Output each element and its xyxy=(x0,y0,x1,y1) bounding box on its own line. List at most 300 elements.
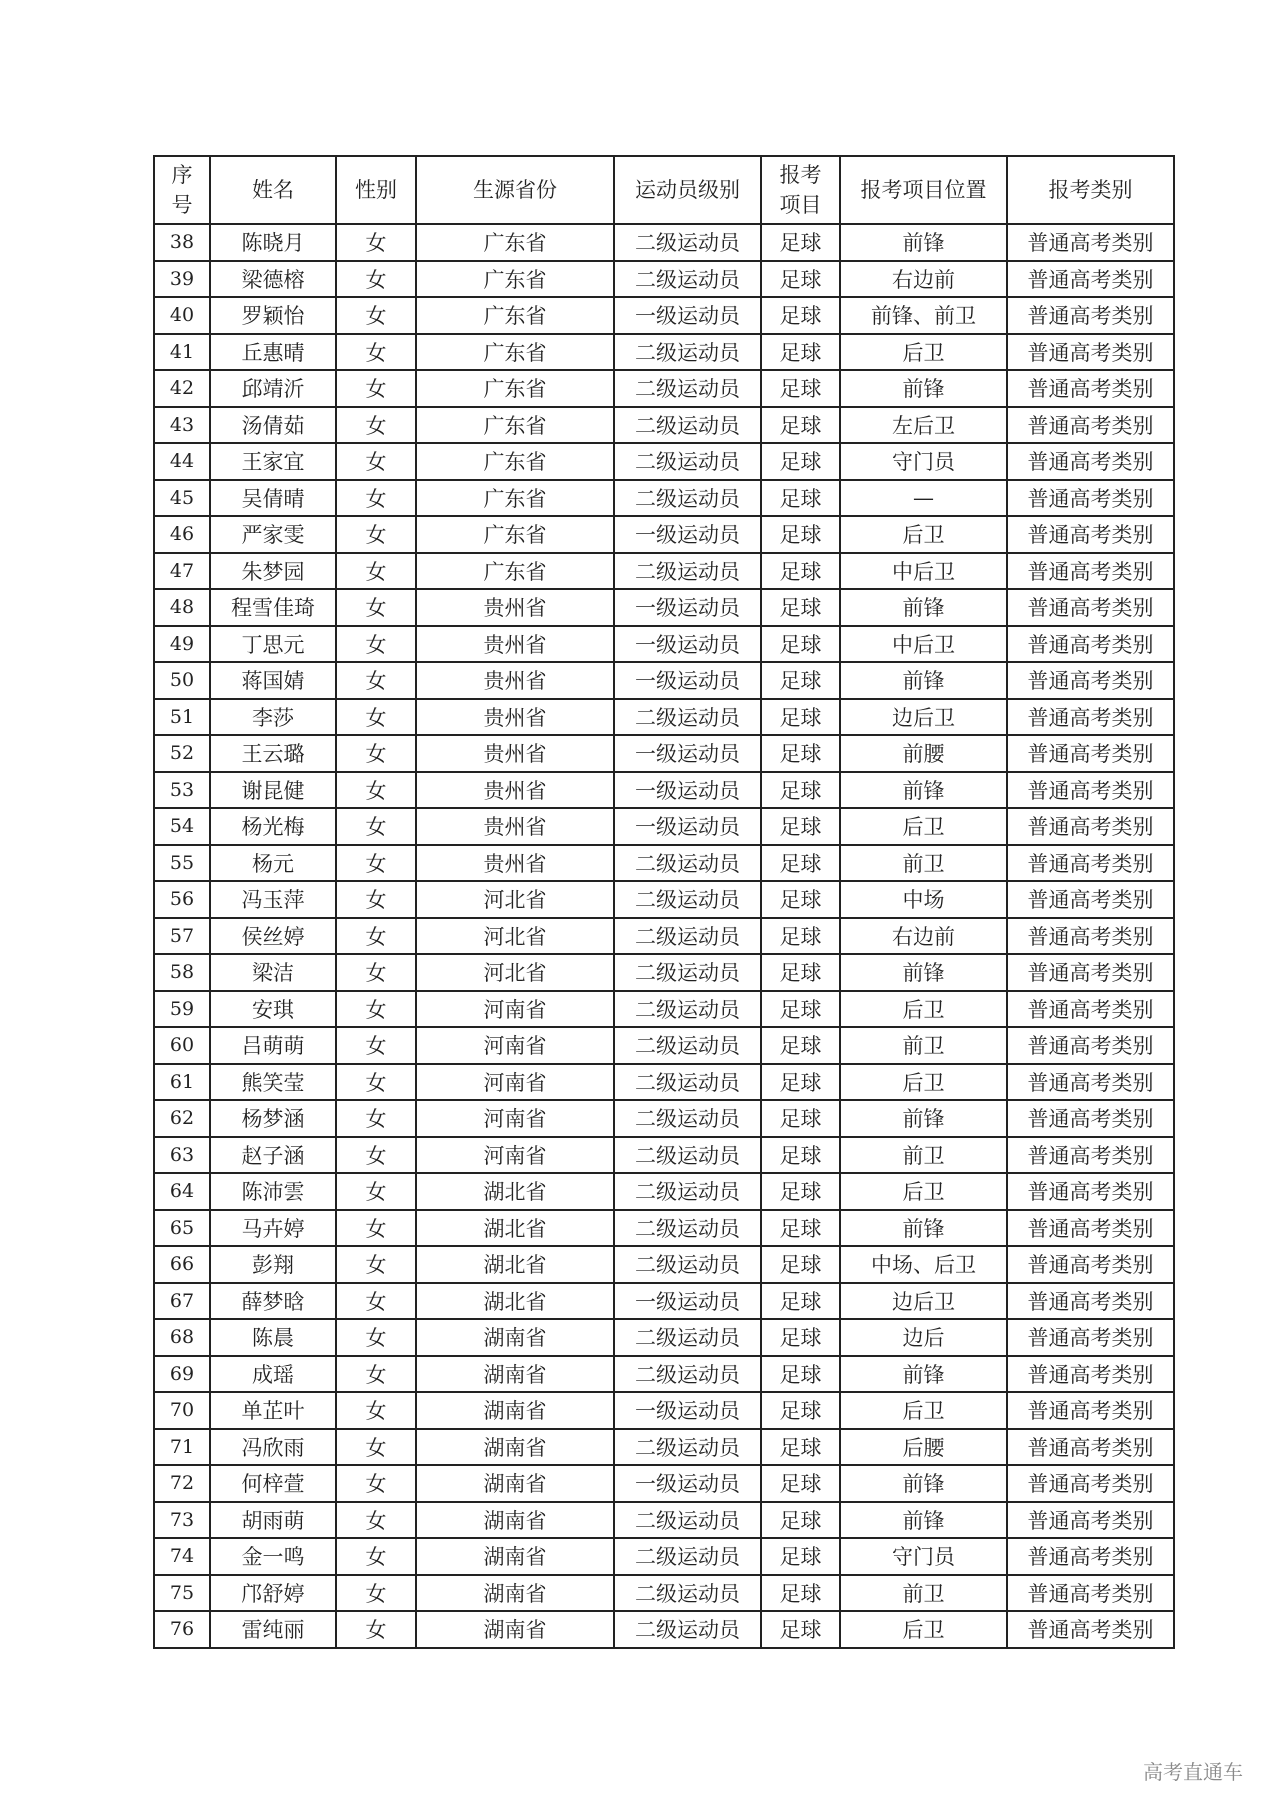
table-row xyxy=(154,1137,1174,1174)
cell-sport: 足球 xyxy=(761,370,840,407)
cell-name: 冯玉萍 xyxy=(210,881,336,918)
cell-seq: 70 xyxy=(154,1392,210,1429)
cell-exam-category: 普通高考类别 xyxy=(1007,1611,1174,1648)
cell-province: 河南省 xyxy=(416,1027,614,1064)
cell-sport: 足球 xyxy=(761,772,840,809)
cell-gender: 女 xyxy=(336,1064,416,1101)
cell-position: 后卫 xyxy=(840,516,1007,553)
cell-seq: 71 xyxy=(154,1429,210,1466)
cell-athlete-level: 二级运动员 xyxy=(614,845,761,882)
cell-gender: 女 xyxy=(336,991,416,1028)
cell-sport: 足球 xyxy=(761,1465,840,1502)
cell-seq: 68 xyxy=(154,1319,210,1356)
table-row xyxy=(154,1429,1174,1466)
cell-position: 中后卫 xyxy=(840,626,1007,663)
table-row xyxy=(154,297,1174,334)
cell-position: 边后卫 xyxy=(840,1283,1007,1320)
cell-gender: 女 xyxy=(336,626,416,663)
cell-seq: 40 xyxy=(154,297,210,334)
cell-name: 马卉婷 xyxy=(210,1210,336,1247)
cell-sport: 足球 xyxy=(761,1027,840,1064)
cell-province: 湖北省 xyxy=(416,1210,614,1247)
cell-province: 广东省 xyxy=(416,443,614,480)
cell-sport: 足球 xyxy=(761,735,840,772)
cell-athlete-level: 二级运动员 xyxy=(614,407,761,444)
cell-sport: 足球 xyxy=(761,1283,840,1320)
cell-athlete-level: 一级运动员 xyxy=(614,589,761,626)
cell-name: 谢昆健 xyxy=(210,772,336,809)
cell-seq: 74 xyxy=(154,1538,210,1575)
cell-name: 冯欣雨 xyxy=(210,1429,336,1466)
cell-position: 前锋 xyxy=(840,1465,1007,1502)
cell-sport: 足球 xyxy=(761,1502,840,1539)
table-row xyxy=(154,1356,1174,1393)
cell-exam-category: 普通高考类别 xyxy=(1007,991,1174,1028)
cell-province: 广东省 xyxy=(416,334,614,371)
header-row xyxy=(154,156,1174,224)
table-row xyxy=(154,1502,1174,1539)
cell-position: 后卫 xyxy=(840,808,1007,845)
cell-athlete-level: 二级运动员 xyxy=(614,881,761,918)
cell-athlete-level: 二级运动员 xyxy=(614,918,761,955)
cell-position: 后卫 xyxy=(840,1064,1007,1101)
table-row xyxy=(154,1027,1174,1064)
cell-gender: 女 xyxy=(336,297,416,334)
cell-province: 河北省 xyxy=(416,918,614,955)
cell-exam-category: 普通高考类别 xyxy=(1007,1502,1174,1539)
cell-exam-category: 普通高考类别 xyxy=(1007,1319,1174,1356)
cell-seq: 41 xyxy=(154,334,210,371)
cell-athlete-level: 二级运动员 xyxy=(614,991,761,1028)
cell-athlete-level: 二级运动员 xyxy=(614,1137,761,1174)
table-row xyxy=(154,1465,1174,1502)
cell-position: 右边前 xyxy=(840,918,1007,955)
cell-position: 前锋 xyxy=(840,1356,1007,1393)
cell-seq: 76 xyxy=(154,1611,210,1648)
cell-seq: 50 xyxy=(154,662,210,699)
cell-gender: 女 xyxy=(336,553,416,590)
cell-name: 丁思元 xyxy=(210,626,336,663)
cell-name: 成瑶 xyxy=(210,1356,336,1393)
cell-athlete-level: 一级运动员 xyxy=(614,1465,761,1502)
cell-province: 贵州省 xyxy=(416,772,614,809)
cell-province: 湖南省 xyxy=(416,1319,614,1356)
cell-seq: 64 xyxy=(154,1173,210,1210)
cell-position: 中后卫 xyxy=(840,553,1007,590)
cell-province: 河北省 xyxy=(416,881,614,918)
cell-province: 广东省 xyxy=(416,370,614,407)
cell-sport: 足球 xyxy=(761,1246,840,1283)
table-row xyxy=(154,662,1174,699)
cell-gender: 女 xyxy=(336,1538,416,1575)
cell-exam-category: 普通高考类别 xyxy=(1007,699,1174,736)
cell-athlete-level: 二级运动员 xyxy=(614,443,761,480)
cell-position: 边后 xyxy=(840,1319,1007,1356)
cell-exam-category: 普通高考类别 xyxy=(1007,1538,1174,1575)
cell-exam-category: 普通高考类别 xyxy=(1007,334,1174,371)
cell-exam-category: 普通高考类别 xyxy=(1007,954,1174,991)
cell-athlete-level: 二级运动员 xyxy=(614,1246,761,1283)
cell-province: 广东省 xyxy=(416,516,614,553)
cell-province: 湖北省 xyxy=(416,1246,614,1283)
cell-exam-category: 普通高考类别 xyxy=(1007,297,1174,334)
cell-sport: 足球 xyxy=(761,553,840,590)
cell-province: 广东省 xyxy=(416,407,614,444)
cell-province: 湖南省 xyxy=(416,1538,614,1575)
cell-name: 梁德榕 xyxy=(210,261,336,298)
cell-gender: 女 xyxy=(336,735,416,772)
cell-gender: 女 xyxy=(336,589,416,626)
cell-seq: 38 xyxy=(154,224,210,261)
cell-province: 贵州省 xyxy=(416,626,614,663)
cell-gender: 女 xyxy=(336,699,416,736)
cell-province: 广东省 xyxy=(416,297,614,334)
cell-exam-category: 普通高考类别 xyxy=(1007,662,1174,699)
cell-position: 后卫 xyxy=(840,1173,1007,1210)
table-row xyxy=(154,881,1174,918)
cell-province: 贵州省 xyxy=(416,699,614,736)
cell-province: 贵州省 xyxy=(416,845,614,882)
cell-position: 前卫 xyxy=(840,1137,1007,1174)
table-row xyxy=(154,553,1174,590)
cell-exam-category: 普通高考类别 xyxy=(1007,516,1174,553)
table-row xyxy=(154,699,1174,736)
cell-seq: 59 xyxy=(154,991,210,1028)
cell-sport: 足球 xyxy=(761,443,840,480)
cell-seq: 54 xyxy=(154,808,210,845)
cell-sport: 足球 xyxy=(761,1538,840,1575)
cell-sport: 足球 xyxy=(761,699,840,736)
cell-name: 杨光梅 xyxy=(210,808,336,845)
cell-exam-category: 普通高考类别 xyxy=(1007,480,1174,517)
cell-name: 安琪 xyxy=(210,991,336,1028)
cell-seq: 69 xyxy=(154,1356,210,1393)
cell-exam-category: 普通高考类别 xyxy=(1007,1064,1174,1101)
cell-position: 前锋 xyxy=(840,370,1007,407)
cell-gender: 女 xyxy=(336,370,416,407)
cell-sport: 足球 xyxy=(761,1137,840,1174)
table-row xyxy=(154,334,1174,371)
cell-gender: 女 xyxy=(336,1502,416,1539)
cell-exam-category: 普通高考类别 xyxy=(1007,1283,1174,1320)
cell-sport: 足球 xyxy=(761,1429,840,1466)
cell-exam-category: 普通高考类别 xyxy=(1007,589,1174,626)
cell-athlete-level: 二级运动员 xyxy=(614,480,761,517)
cell-name: 罗颖怡 xyxy=(210,297,336,334)
cell-name: 程雪佳琦 xyxy=(210,589,336,626)
cell-gender: 女 xyxy=(336,845,416,882)
cell-seq: 51 xyxy=(154,699,210,736)
cell-exam-category: 普通高考类别 xyxy=(1007,1027,1174,1064)
header-athlete-level: 运动员级别 xyxy=(614,156,761,224)
cell-seq: 65 xyxy=(154,1210,210,1247)
table-row xyxy=(154,516,1174,553)
cell-athlete-level: 一级运动员 xyxy=(614,735,761,772)
header-name: 姓名 xyxy=(210,156,336,224)
cell-athlete-level: 二级运动员 xyxy=(614,1064,761,1101)
cell-sport: 足球 xyxy=(761,480,840,517)
cell-province: 湖南省 xyxy=(416,1429,614,1466)
cell-sport: 足球 xyxy=(761,918,840,955)
cell-name: 吕萌萌 xyxy=(210,1027,336,1064)
cell-name: 薛梦晗 xyxy=(210,1283,336,1320)
cell-gender: 女 xyxy=(336,1283,416,1320)
table-row xyxy=(154,808,1174,845)
table-row xyxy=(154,370,1174,407)
cell-province: 广东省 xyxy=(416,480,614,517)
cell-position: 后卫 xyxy=(840,991,1007,1028)
table-row xyxy=(154,1064,1174,1101)
header-position: 报考项目位置 xyxy=(840,156,1007,224)
cell-position: 前锋 xyxy=(840,1210,1007,1247)
cell-position: 前锋 xyxy=(840,589,1007,626)
cell-gender: 女 xyxy=(336,224,416,261)
table-row xyxy=(154,772,1174,809)
cell-exam-category: 普通高考类别 xyxy=(1007,443,1174,480)
cell-sport: 足球 xyxy=(761,1392,840,1429)
cell-gender: 女 xyxy=(336,772,416,809)
table-row xyxy=(154,589,1174,626)
cell-athlete-level: 二级运动员 xyxy=(614,261,761,298)
cell-athlete-level: 一级运动员 xyxy=(614,297,761,334)
cell-sport: 足球 xyxy=(761,407,840,444)
cell-gender: 女 xyxy=(336,954,416,991)
header-province: 生源省份 xyxy=(416,156,614,224)
cell-sport: 足球 xyxy=(761,808,840,845)
cell-province: 贵州省 xyxy=(416,662,614,699)
cell-province: 河南省 xyxy=(416,1064,614,1101)
table-row xyxy=(154,1575,1174,1612)
cell-gender: 女 xyxy=(336,881,416,918)
cell-gender: 女 xyxy=(336,1356,416,1393)
cell-position: 后卫 xyxy=(840,1611,1007,1648)
cell-sport: 足球 xyxy=(761,1575,840,1612)
cell-province: 贵州省 xyxy=(416,589,614,626)
cell-seq: 62 xyxy=(154,1100,210,1137)
cell-name: 邱靖沂 xyxy=(210,370,336,407)
table-row xyxy=(154,224,1174,261)
cell-seq: 75 xyxy=(154,1575,210,1612)
cell-name: 金一鸣 xyxy=(210,1538,336,1575)
cell-seq: 63 xyxy=(154,1137,210,1174)
cell-gender: 女 xyxy=(336,918,416,955)
cell-exam-category: 普通高考类别 xyxy=(1007,918,1174,955)
cell-seq: 72 xyxy=(154,1465,210,1502)
cell-exam-category: 普通高考类别 xyxy=(1007,261,1174,298)
cell-seq: 67 xyxy=(154,1283,210,1320)
cell-athlete-level: 二级运动员 xyxy=(614,1100,761,1137)
cell-province: 湖北省 xyxy=(416,1283,614,1320)
cell-athlete-level: 二级运动员 xyxy=(614,1319,761,1356)
cell-position: 前卫 xyxy=(840,1575,1007,1612)
header-gender: 性别 xyxy=(336,156,416,224)
cell-sport: 足球 xyxy=(761,1319,840,1356)
cell-province: 贵州省 xyxy=(416,808,614,845)
cell-exam-category: 普通高考类别 xyxy=(1007,1575,1174,1612)
cell-sport: 足球 xyxy=(761,1064,840,1101)
table-row xyxy=(154,954,1174,991)
cell-position: 守门员 xyxy=(840,1538,1007,1575)
cell-name: 何梓萱 xyxy=(210,1465,336,1502)
cell-name: 蒋国婧 xyxy=(210,662,336,699)
cell-name: 王家宜 xyxy=(210,443,336,480)
cell-exam-category: 普通高考类别 xyxy=(1007,845,1174,882)
cell-seq: 61 xyxy=(154,1064,210,1101)
cell-sport: 足球 xyxy=(761,881,840,918)
header-seq: 序 号 xyxy=(154,156,210,224)
cell-athlete-level: 二级运动员 xyxy=(614,224,761,261)
table-row xyxy=(154,443,1174,480)
cell-province: 湖南省 xyxy=(416,1502,614,1539)
cell-position: 前腰 xyxy=(840,735,1007,772)
cell-name: 陈晨 xyxy=(210,1319,336,1356)
table-row xyxy=(154,1283,1174,1320)
table-row xyxy=(154,1173,1174,1210)
cell-sport: 足球 xyxy=(761,626,840,663)
cell-sport: 足球 xyxy=(761,845,840,882)
cell-seq: 66 xyxy=(154,1246,210,1283)
cell-position: 中场、后卫 xyxy=(840,1246,1007,1283)
cell-province: 广东省 xyxy=(416,553,614,590)
cell-exam-category: 普通高考类别 xyxy=(1007,1246,1174,1283)
cell-gender: 女 xyxy=(336,1100,416,1137)
cell-sport: 足球 xyxy=(761,1173,840,1210)
cell-position: 后卫 xyxy=(840,334,1007,371)
cell-gender: 女 xyxy=(336,407,416,444)
cell-gender: 女 xyxy=(336,1246,416,1283)
cell-athlete-level: 二级运动员 xyxy=(614,334,761,371)
cell-athlete-level: 二级运动员 xyxy=(614,1210,761,1247)
cell-sport: 足球 xyxy=(761,1611,840,1648)
cell-sport: 足球 xyxy=(761,516,840,553)
cell-name: 杨元 xyxy=(210,845,336,882)
cell-position: 前锋 xyxy=(840,662,1007,699)
table-row xyxy=(154,480,1174,517)
cell-athlete-level: 二级运动员 xyxy=(614,1538,761,1575)
cell-position: 前锋 xyxy=(840,954,1007,991)
table-row xyxy=(154,918,1174,955)
cell-exam-category: 普通高考类别 xyxy=(1007,735,1174,772)
cell-gender: 女 xyxy=(336,808,416,845)
table-row xyxy=(154,1100,1174,1137)
cell-gender: 女 xyxy=(336,662,416,699)
header-sport: 报考 项目 xyxy=(761,156,840,224)
cell-gender: 女 xyxy=(336,1173,416,1210)
cell-seq: 52 xyxy=(154,735,210,772)
cell-position: 后卫 xyxy=(840,1392,1007,1429)
cell-position: 后腰 xyxy=(840,1429,1007,1466)
cell-sport: 足球 xyxy=(761,297,840,334)
cell-seq: 53 xyxy=(154,772,210,809)
header-exam-category: 报考类别 xyxy=(1007,156,1174,224)
cell-seq: 43 xyxy=(154,407,210,444)
cell-sport: 足球 xyxy=(761,662,840,699)
cell-sport: 足球 xyxy=(761,1356,840,1393)
cell-seq: 49 xyxy=(154,626,210,663)
cell-athlete-level: 一级运动员 xyxy=(614,1392,761,1429)
cell-seq: 48 xyxy=(154,589,210,626)
table-row xyxy=(154,1210,1174,1247)
cell-athlete-level: 二级运动员 xyxy=(614,1502,761,1539)
cell-province: 湖北省 xyxy=(416,1173,614,1210)
cell-province: 湖南省 xyxy=(416,1356,614,1393)
table-row xyxy=(154,735,1174,772)
cell-gender: 女 xyxy=(336,1210,416,1247)
cell-exam-category: 普通高考类别 xyxy=(1007,1356,1174,1393)
cell-sport: 足球 xyxy=(761,334,840,371)
cell-sport: 足球 xyxy=(761,261,840,298)
cell-exam-category: 普通高考类别 xyxy=(1007,881,1174,918)
cell-gender: 女 xyxy=(336,480,416,517)
cell-seq: 47 xyxy=(154,553,210,590)
cell-gender: 女 xyxy=(336,443,416,480)
cell-province: 河南省 xyxy=(416,1100,614,1137)
cell-athlete-level: 二级运动员 xyxy=(614,954,761,991)
cell-exam-category: 普通高考类别 xyxy=(1007,224,1174,261)
cell-exam-category: 普通高考类别 xyxy=(1007,1429,1174,1466)
cell-seq: 42 xyxy=(154,370,210,407)
cell-exam-category: 普通高考类别 xyxy=(1007,1137,1174,1174)
cell-exam-category: 普通高考类别 xyxy=(1007,772,1174,809)
cell-position: 边后卫 xyxy=(840,699,1007,736)
cell-athlete-level: 一级运动员 xyxy=(614,662,761,699)
cell-position: 前锋 xyxy=(840,1100,1007,1137)
cell-sport: 足球 xyxy=(761,954,840,991)
cell-sport: 足球 xyxy=(761,224,840,261)
cell-exam-category: 普通高考类别 xyxy=(1007,1100,1174,1137)
cell-position: 前锋 xyxy=(840,772,1007,809)
cell-athlete-level: 二级运动员 xyxy=(614,1173,761,1210)
cell-position: — xyxy=(840,480,1007,517)
cell-athlete-level: 二级运动员 xyxy=(614,1356,761,1393)
cell-seq: 39 xyxy=(154,261,210,298)
cell-gender: 女 xyxy=(336,1465,416,1502)
cell-province: 河南省 xyxy=(416,991,614,1028)
cell-gender: 女 xyxy=(336,1027,416,1064)
cell-name: 彭翔 xyxy=(210,1246,336,1283)
cell-position: 左后卫 xyxy=(840,407,1007,444)
cell-seq: 55 xyxy=(154,845,210,882)
cell-position: 前锋 xyxy=(840,224,1007,261)
cell-exam-category: 普通高考类别 xyxy=(1007,407,1174,444)
watermark: 高考直通车 xyxy=(1143,1760,1243,1784)
cell-name: 陈沛雲 xyxy=(210,1173,336,1210)
cell-seq: 56 xyxy=(154,881,210,918)
cell-province: 河南省 xyxy=(416,1137,614,1174)
cell-seq: 46 xyxy=(154,516,210,553)
cell-sport: 足球 xyxy=(761,1100,840,1137)
cell-name: 邝舒婷 xyxy=(210,1575,336,1612)
cell-seq: 57 xyxy=(154,918,210,955)
cell-seq: 44 xyxy=(154,443,210,480)
cell-gender: 女 xyxy=(336,1429,416,1466)
cell-exam-category: 普通高考类别 xyxy=(1007,808,1174,845)
table-row xyxy=(154,991,1174,1028)
cell-name: 王云璐 xyxy=(210,735,336,772)
cell-name: 汤倩茹 xyxy=(210,407,336,444)
cell-name: 胡雨萌 xyxy=(210,1502,336,1539)
cell-name: 梁洁 xyxy=(210,954,336,991)
cell-name: 赵子涵 xyxy=(210,1137,336,1174)
cell-name: 丘惠晴 xyxy=(210,334,336,371)
cell-sport: 足球 xyxy=(761,589,840,626)
cell-province: 贵州省 xyxy=(416,735,614,772)
table-row xyxy=(154,1319,1174,1356)
cell-province: 湖南省 xyxy=(416,1575,614,1612)
cell-gender: 女 xyxy=(336,1392,416,1429)
cell-name: 熊笑莹 xyxy=(210,1064,336,1101)
cell-seq: 58 xyxy=(154,954,210,991)
